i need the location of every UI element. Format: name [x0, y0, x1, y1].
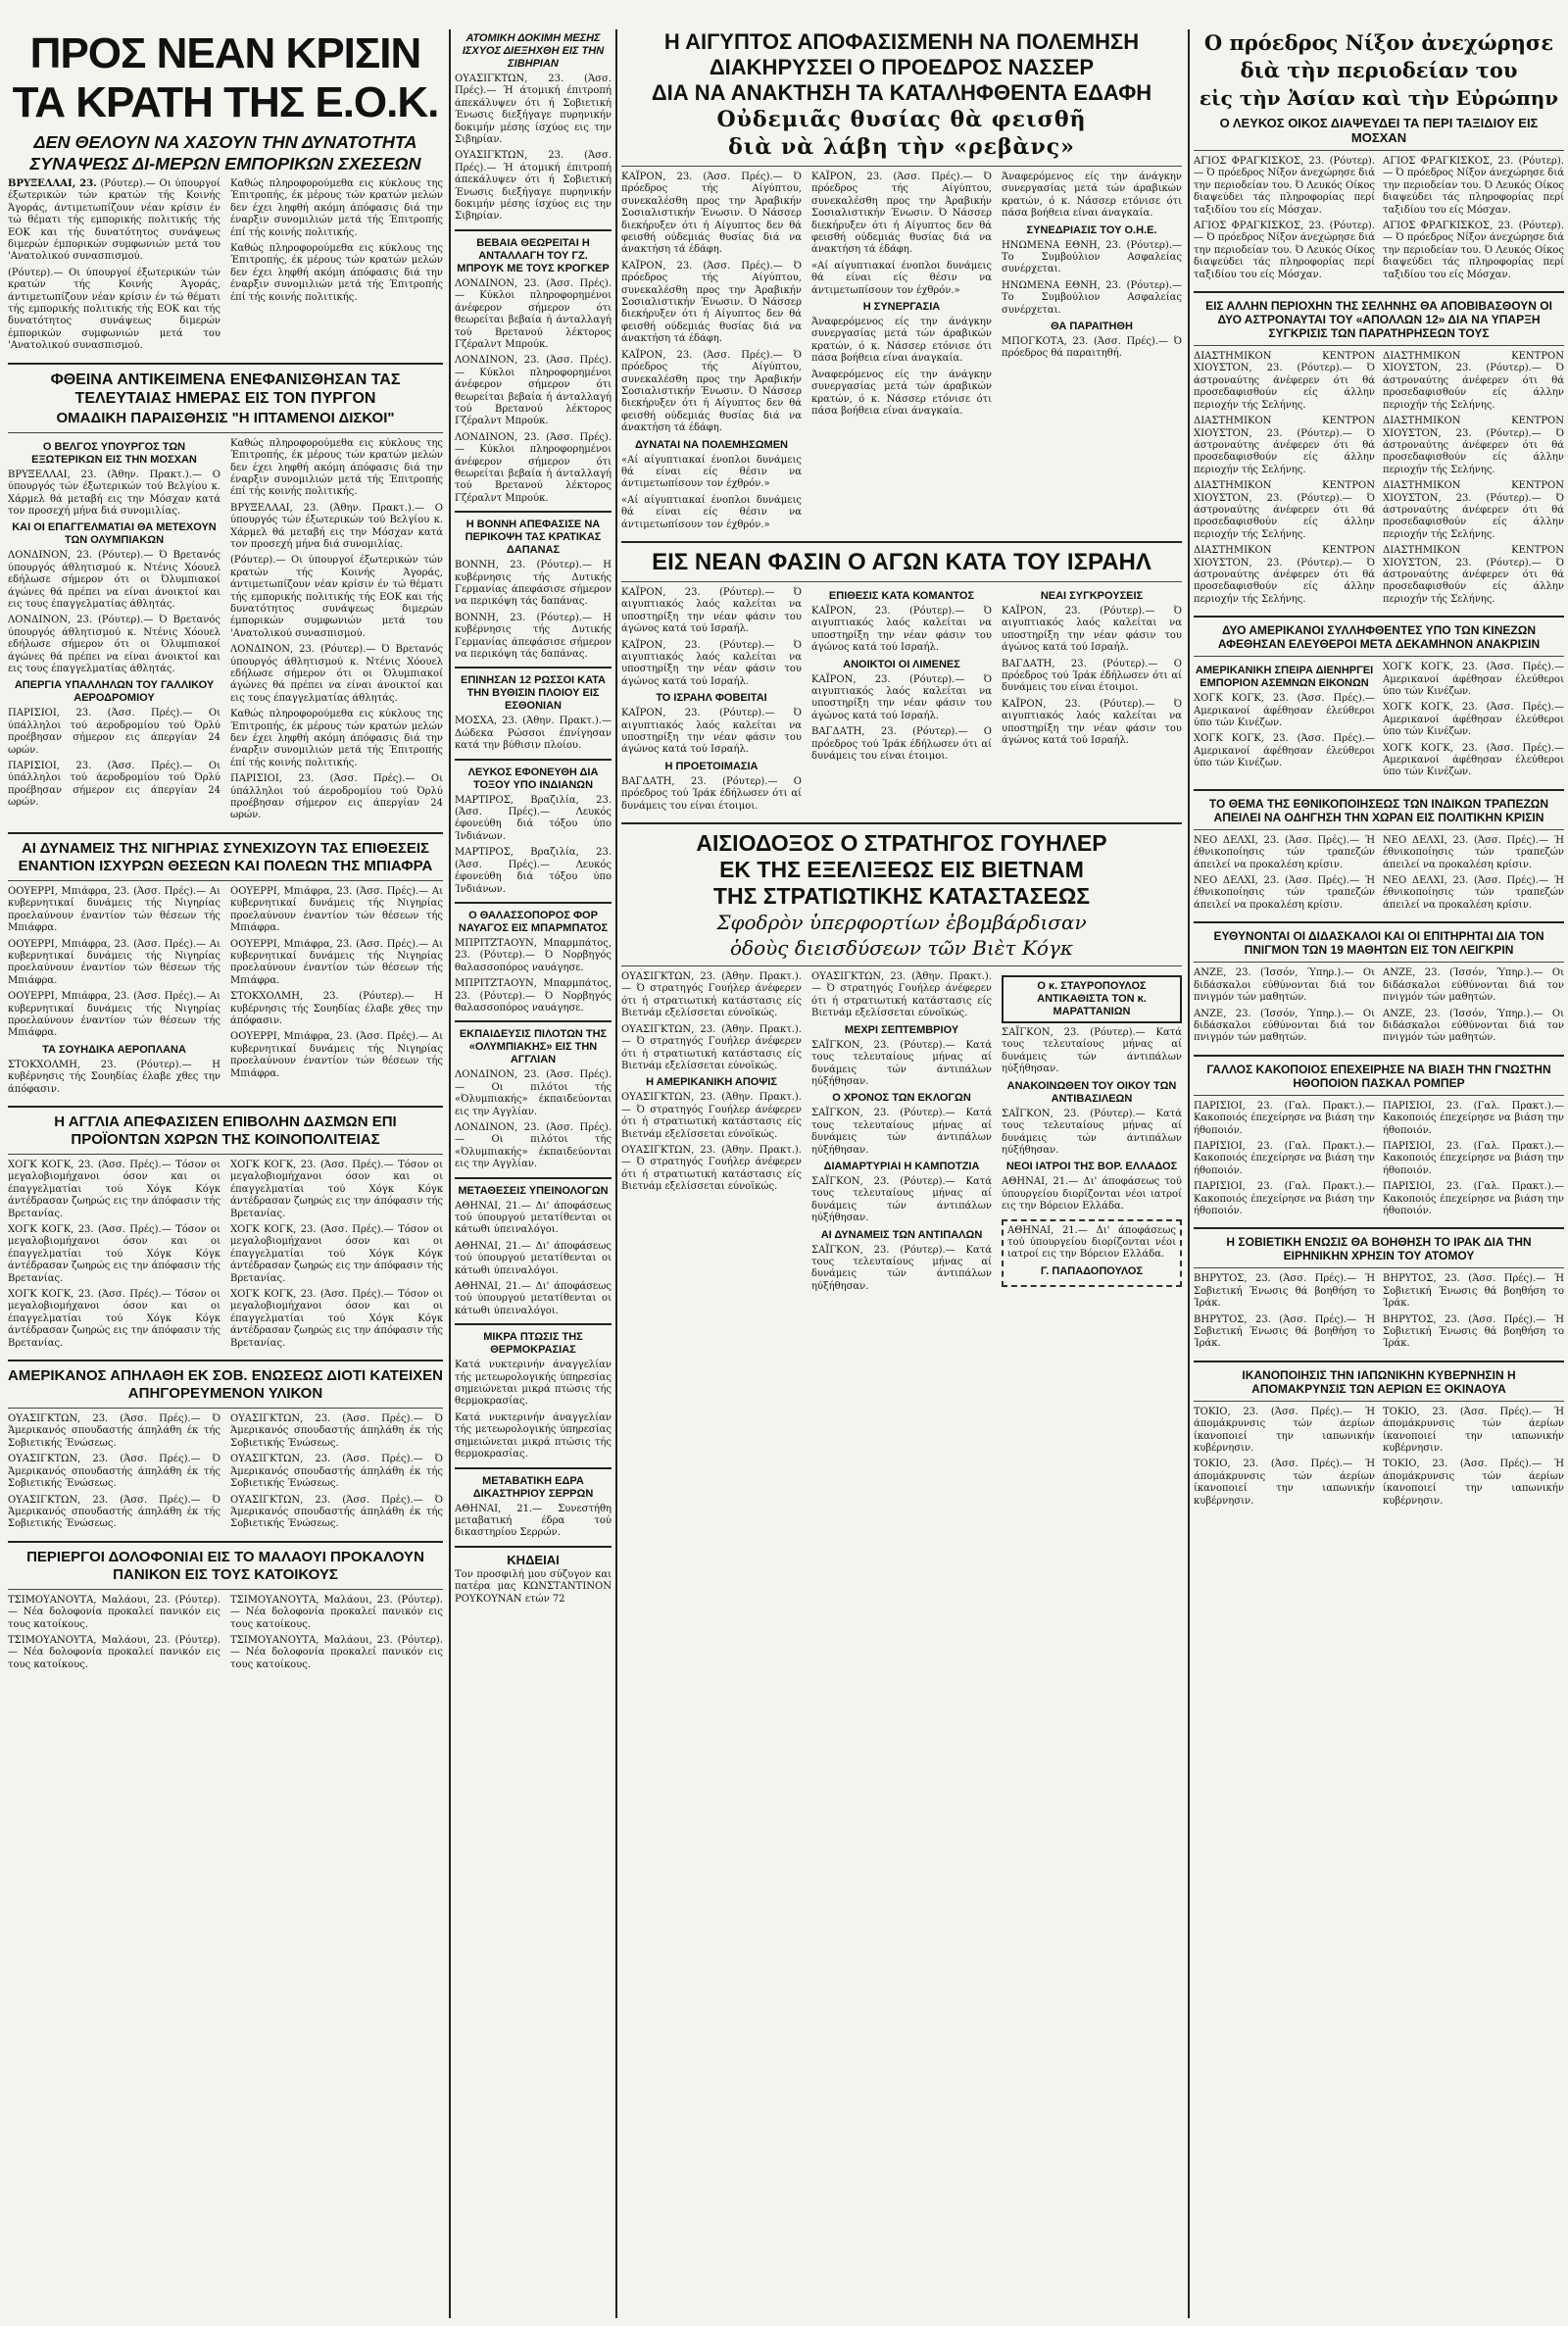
subheadline: ΤΟ ΙΣΡΑΗΛ ΦΟΒΕΙΤΑΙ	[656, 692, 767, 705]
article-body: ΟΟΥΕΡΡΙ, Μπιάφρα, 23. (Άσσ. Πρές).— Αι κυβερνητικαί δυνάμεις τής Νιγηρίας προελαύνουν έναντίον τών θέσεων τής Μπιάφρα.	[230, 1031, 443, 1079]
article-body: ΚΑΪΡΟΝ, 23. (Άσσ. Πρές).— Ό πρόεδρος τής Αίγύπτου, συνεκαλέσθη προς την Άραβικήν Σοσιαλιστικήν Ένωσιν. Ό Νάσσερ διεκήρυξεν ότι ή Αίγυπτος δεν θά φεισθή ούδεμιάς θυσίας διά να άνακτήση τά έδάφη.	[621, 172, 802, 256]
article-body: ΛΟΝΔΙΝΟΝ, 23. (Άσσ. Πρές).— Οι πιλότοι τής «Όλυμπιακής» έκπαιδεύονται εις την Αγγλίαν.	[455, 1121, 612, 1170]
headline: ΙΚΑΝΟΠΟΙΗΣΙΣ ΤΗΝ ΙΑΠΩΝΙΚΗΝ ΚΥΒΕΡΝΗΣΙΝ Η ΑΠΟΜΑΚΡΥΝΣΙΣ ΤΩΝ ΑΕΡΙΩΝ ΕΞ ΟΚΙΝΑΟΥΑ	[1242, 1367, 1516, 1396]
subheadline: ΔΥΝΑΤΑΙ ΝΑ ΠΟΛΕΜΗΣΩΜΕΝ	[635, 438, 788, 451]
article-body: ΤΣΙΜΟΥΑΝΟΥΤΑ, Μαλάουι, 23. (Ρόυτερ).— Νέα δολοφονία προκαλεί πανικόν εις τους κατοίκους.	[230, 1634, 443, 1670]
article-body: ΤΣΙΜΟΥΑΝΟΥΤΑ, Μαλάουι, 23. (Ρόυτερ).— Νέα δολοφονία προκαλεί πανικόν εις τους κατοίκους.	[8, 1634, 220, 1670]
column-rule	[1188, 29, 1190, 2318]
script-deck: ὁδοὺς διεισδύσεων τῶν Βιὲτ Κόγκ	[730, 936, 1073, 961]
subheadline: ΜΕΧΡΙ ΣΕΠΤΕΜΒΡΙΟΥ	[844, 1023, 959, 1036]
subheadline: ΒΕΒΑΙΑ ΘΕΩΡΕΙΤΑΙ Η ΑΝΤΑΛΛΑΓΗ ΤΟΥ ΓΖ. ΜΠΡΟΥΚ ΜΕ ΤΟΥΣ ΚΡΟΓΚΕΡ	[457, 236, 610, 274]
subheadline: Η ΒΟΝΝΗ ΑΠΕΦΑΣΙΣΕ ΝΑ ΠΕΡΙΚΟΨΗ ΤΑΣ ΚΡΑΤΙΚΑΣ ΔΑΠΑΝΑΣ	[465, 519, 602, 557]
article-body: ΧΟΓΚ ΚΟΓΚ, 23. (Άσσ. Πρές).— Τόσον οι μεγαλοβιομήχανοι όσον και οι έπαγγελματίαι τού Χόγκ Κόγκ άντέδρασαν ζωηρώς εις την άπόφασιν τής Βρετανίας.	[230, 1224, 443, 1284]
subheadline: ΑΝΑΚΟΙΝΩΘΕΝ ΤΟΥ ΟΙΚΟΥ ΤΩΝ ΑΝΤΙΒΑΣΙΛΕΩΝ	[1006, 1079, 1177, 1105]
article-body: ΛΟΝΔΙΝΟΝ, 23. (Ρόυτερ).— Ό Βρετανός ύπουργός άθλητισμού κ. Ντένις Χόουελ εδήλωσε σήμερον ότι οι Όλυμπιακοί άγώνες θά πρέπει να είναι άνοικτοί και εις τους έπαγγελματίας άθλητάς.	[230, 644, 443, 704]
article-body: ΛΟΝΔΙΝΟΝ, 23. (Άσσ. Πρές).— Κύκλοι πληροφορημένοι άνέφερον σήμερον ότι θεωρείται βεβαία ή άνταλλαγή τού Βρετανού λέκτορος Γζέραλντ Μπρούκ.	[455, 277, 612, 350]
article-body: Κατά νυκτερινήν άναγγελίαν τής μετεωρολογικής ύπηρεσίας σημειώνεται μικρά πτώσις τής θερμοκρασίας.	[455, 1411, 612, 1460]
article-body: ΔΙΑΣΤΗΜΙΚΟΝ ΚΕΝΤΡΟΝ ΧΙΟΥΣΤΟΝ, 23. (Ρόυτερ).— Ό άστροναύτης άνέφερεν ότι θά προσεδαφισθούν είς άλλην περιοχήν τής Σελήνης.	[1383, 545, 1564, 605]
article-body: ΧΟΓΚ ΚΟΓΚ, 23. (Άσσ. Πρές).— Τόσον οι μεγαλοβιομήχανοι όσον και οι έπαγγελματίαι τού Χόγκ Κόγκ άντέδρασαν ζωηρώς εις την άπόφασιν τής Βρετανίας.	[230, 1289, 443, 1349]
headline: διὰ τὴν περιοδείαν του	[1240, 58, 1518, 82]
article-body: Κατά νυκτερινήν άναγγελίαν τής μετεωρολογικής ύπηρεσίας σημειώνεται μικρά πτώσις τής θερμοκρασίας.	[455, 1360, 612, 1408]
article-body: ΑΝΖΕ, 23. (Ίσσόν, Ύπηρ.).— Οι διδάσκαλοι εύθύνονται διά τον πνιγμόν τών μαθητών.	[1194, 1008, 1375, 1044]
article-body: ΛΟΝΔΙΝΟΝ, 23. (Ρόυτερ).— Ό Βρετανός ύπουργός άθλητισμού κ. Ντένις Χόουελ εδήλωσε σήμερον ότι οι Όλυμπιακοί άγώνες θά πρέπει να είναι άνοικτοί και εις τους έπαγγελματίας άθλητάς.	[8, 615, 220, 674]
headline: ΑΙ ΔΥΝΑΜΕΙΣ ΤΗΣ ΝΙΓΗΡΙΑΣ ΣΥΝΕΧΙΖΟΥΝ ΤΑΣ ΕΠΙΘΕΣΕΙΣ ΕΝΑΝΤΙΟΝ ΙΣΧΥΡΩΝ ΘΕΣΕΩΝ ΚΑΙ ΠΟΛΕΩΝ ΤΗΣ ΜΠΙΑΦΡΑ	[18, 839, 433, 874]
article-body: ΠΑΡΙΣΙΟΙ, 23. (Γαλ. Πρακτ.).— Κακοποιός έπεχείρησε να βιάση την ήθοποιόν.	[1383, 1181, 1564, 1216]
article-body: ΠΑΡΙΣΙΟΙ, 23. (Άσσ. Πρές).— Οι ύπάλληλοι τού άεροδρομίου τού Όρλύ προέβησαν σήμερον εις άπεργίαν 24 ωρών.	[8, 708, 220, 756]
subheadline: ΑΤΟΜΙΚΗ ΔΟΚΙΜΗ ΜΕΣΗΣ ΙΣΧΥΟΣ ΔΙΕΞΗΧΘΗ ΕΙΣ ΤΗΝ ΣΙΒΗΡΙΑΝ	[462, 32, 605, 70]
article-body: ΟΥΑΣΙΓΚΤΩΝ, 23. (Άσσ. Πρές).— Ό Άμερικανός σπουδαστής άπηλάθη έκ τής Σοβιετικής Ένώσεως.	[230, 1494, 443, 1530]
banner-headline: ΕΙΣ ΝΕΑΝ ΦΑΣΙΝ Ο ΑΓΩΝ ΚΑΤΑ ΤΟΥ ΙΣΡΑΗΛ	[652, 548, 1152, 575]
article-body: ΑΘΗΝΑΙ, 21.— Δι' άποφάσεως τού ύπουργείου διορίζονται νέοι ιατροί εις την Βόρειον Ελλάδα.	[1007, 1224, 1176, 1261]
article-body: ΔΙΑΣΤΗΜΙΚΟΝ ΚΕΝΤΡΟΝ ΧΙΟΥΣΤΟΝ, 23. (Ρόυτερ).— Ό άστροναύτης άνέφερεν ότι θά προσεδαφισθούν είς άλλην περιοχήν τής Σελήνης.	[1383, 480, 1564, 540]
article-body: ΑΝΖΕ, 23. (Ίσσόν, Ύπηρ.).— Οι διδάσκαλοι εύθύνονται διά τον πνιγμόν τών μαθητών.	[1194, 967, 1375, 1004]
article-body: ΟΟΥΕΡΡΙ, Μπιάφρα, 23. (Άσσ. Πρές).— Αι κυβερνητικαί δυνάμεις τής Νιγηρίας προελαύνουν έναντίον τών θέσεων τής Μπιάφρα.	[8, 885, 220, 934]
article-body: ΠΑΡΙΣΙΟΙ, 23. (Γαλ. Πρακτ.).— Κακοποιός έπεχείρησε να βιάση την ήθοποιόν.	[1194, 1181, 1375, 1216]
article-body: ΟΥΑΣΙΓΚΤΩΝ, 23. (Άσσ. Πρές).— Ό Άμερικανός σπουδαστής άπηλάθη έκ τής Σοβιετικής Ένώσεως.	[8, 1454, 220, 1490]
notice-box	[1002, 1219, 1182, 1287]
subheadline: Η ΠΡΟΕΤΟΙΜΑΣΙΑ	[664, 760, 759, 772]
article-body: ΚΑΪΡΟΝ, 23. (Άσσ. Πρές).— Ό πρόεδρος τής Αίγύπτου, συνεκαλέσθη προς την Άραβικήν Σοσιαλιστικήν Ένωσιν. Ό Νάσσερ διεκήρυξεν ότι ή Αίγυπτος δεν θά φεισθή ούδεμιάς θυσίας διά να άνακτήση τά έδάφη.	[621, 349, 802, 434]
article-body: ΤΟΚΙΟ, 23. (Άσσ. Πρές).— Ή άπομάκρυνσις τών άερίων ίκανοποιεί την ιαπωνικήν κυβέρνησιν.	[1194, 1406, 1375, 1455]
article-body: ΒΗΡΥΤΟΣ, 23. (Άσσ. Πρές).— Ή Σοβιετική Ένωσις θά βοηθήση το Ίράκ.	[1383, 1273, 1564, 1310]
article-body: ΒΡΥΞΕΛΛΑΙ, 23. (Άθην. Πρακτ.).— Ο ύπουργός τών έξωτερικών τού Βελγίου κ. Χάρμελ θά μεταβή εις την Μόσχαν κατά τον προσεχή μήνα διά συνομιλίας.	[8, 469, 220, 517]
column-4	[1194, 29, 1564, 2318]
article-body: ΟΥΑΣΙΓΚΤΩΝ, 23. (Άσσ. Πρές).— Ή άτομική έπιτροπή άπεκάλυψεν ότι ή Σοβιετική Ένωσις διεξήγαγε πυρηνικήν δοκιμήν μέσης ίσχύος εις την Σιβηρίαν.	[455, 74, 612, 146]
article-body: ΔΙΑΣΤΗΜΙΚΟΝ ΚΕΝΤΡΟΝ ΧΙΟΥΣΤΟΝ, 23. (Ρόυτερ).— Ό άστροναύτης άνέφερεν ότι θά προσεδαφισθούν είς άλλην περιοχήν τής Σελήνης.	[1194, 416, 1375, 475]
article-body: ΚΑΪΡΟΝ, 23. (Άσσ. Πρές).— Ό πρόεδρος τής Αίγύπτου, συνεκαλέσθη προς την Άραβικήν Σοσιαλιστικήν Ένωσιν. Ό Νάσσερ διεκήρυξεν ότι ή Αίγυπτος δεν θά φεισθή ούδεμιάς θυσίας διά να άνακτήση τά έδάφη.	[621, 260, 802, 345]
article-body: ΧΟΓΚ ΚΟΓΚ, 23. (Άσσ. Πρές).— Αμερικανοί άφέθησαν έλεύθεροι ύπο τών Κινέζων.	[1383, 702, 1564, 738]
article-body: ΒΡΥΞΕΛΛΑΙ, 23. (Ρόυτερ).— Οι ύπουργοί έξωτερικών τών κρατών τής Κοινής Άγοράς, άντιμετωπίζουν νέαν κρίσιν έν τώ θέματι τής εμπορικής πολιτικής τής ΕΟΚ και τής δυνατότητος συνάψεως διμερών έμπορικών συμφωνιών μετά του 'Ανατολικού συνασπισμού.	[8, 178, 220, 263]
article-body: ΒΟΝΝΗ, 23. (Ρόυτερ).— Η κυβέρνησις τής Δυτικής Γερμανίας άπεφάσισε σήμερον να περικόψη τάς δαπάνας.	[455, 612, 612, 661]
article-body: ΜΠΡΙΤΖΤΑΟΥΝ, Μπαρμπάτος, 23. (Ρόυτερ).— Ό Νορβηγός θαλασσοπόρος ναυάγησε.	[455, 978, 612, 1014]
article-body: Καθώς πληροφορούμεθα εις κύκλους της Έπιτροπής, έκ μέρους τών κρατών μελών δεν έχει ληφθή ακόμη άπόφασις διά την έναρξιν συνομιλιών μετά τής Έπιτροπής έπί τής κοινής πολιτικής.	[230, 437, 443, 498]
article-body: (Ρόυτερ).— Οι ύπουργοί έξωτερικών τών κρατών τής Κοινής Άγοράς, άντιμετωπίζουν νέαν κρίσιν έν τώ θέματι τής εμπορικής πολιτικής τής ΕΟΚ και τής δυνατότητος συνάψεως διμερών έμπορικών συμφωνιών μετά του 'Ανατολικού συνασπισμού.	[230, 555, 443, 639]
article-body: ΛΟΝΔΙΝΟΝ, 23. (Άσσ. Πρές).— Οι πιλότοι τής «Όλυμπιακής» έκπαιδεύονται εις την Αγγλίαν.	[455, 1069, 612, 1117]
article-body: ΠΑΡΙΣΙΟΙ, 23. (Γαλ. Πρακτ.).— Κακοποιός έπεχείρησε να βιάση την ήθοποιόν.	[1383, 1100, 1564, 1136]
article-body: ΠΑΡΙΣΙΟΙ, 23. (Γαλ. Πρακτ.).— Κακοποιός έπεχείρησε να βιάση την ήθοποιόν.	[1194, 1100, 1375, 1136]
article-body: ΟΥΑΣΙΓΚΤΩΝ, 23. (Άθην. Πρακτ.).— Ό στρατηγός Γουήλερ άνέφερεν ότι ή στρατιωτική κατάστασις είς Βιετνάμ εξελίσσεται εύνοϊκώς.	[811, 971, 992, 1019]
article-body: ΟΥΑΣΙΓΚΤΩΝ, 23. (Άσσ. Πρές).— Ό Άμερικανός σπουδαστής άπηλάθη έκ τής Σοβιετικής Ένώσεως.	[8, 1413, 220, 1449]
script-deck: Οὐδεμιᾶς θυσίας θὰ φεισθῆ	[716, 107, 1087, 132]
article-body: Καθώς πληροφορούμεθα εις κύκλους της Έπιτροπής, έκ μέρους τών κρατών μελών δεν έχει ληφθή ακόμη άπόφασις διά την έναρξιν συνομιλιών μετά τής Έπιτροπής έπί τής κοινής πολιτικής.	[230, 709, 443, 768]
article-body: ΑΝΖΕ, 23. (Ίσσόν, Ύπηρ.).— Οι διδάσκαλοι εύθύνονται διά τον πνιγμόν τών μαθητών.	[1383, 1008, 1564, 1044]
article-body: ΧΟΓΚ ΚΟΓΚ, 23. (Άσσ. Πρές).— Αμερικανοί άφέθησαν έλεύθεροι ύπο τών Κινέζων.	[1383, 662, 1564, 697]
article-body: ΧΟΓΚ ΚΟΓΚ, 23. (Άσσ. Πρές).— Τόσον οι μεγαλοβιομήχανοι όσον και οι έπαγγελματίαι τού Χόγκ Κόγκ άντέδρασαν ζωηρώς εις την άπόφασιν τής Βρετανίας.	[230, 1159, 443, 1219]
subheadline: Ο κ. ΣΤΑΥΡΟΠΟΥΛΟΣ ΑΝΤΙΚΑΘΙΣΤΑ ΤΟΝ κ. ΜΑΡΑΤΤΑΝΙΩΝ	[1002, 975, 1182, 1023]
article-body: ΟΟΥΕΡΡΙ, Μπιάφρα, 23. (Άσσ. Πρές).— Αι κυβερνητικαί δυνάμεις τής Νιγηρίας προελαύνουν έναντίον τών θέσεων τής Μπιάφρα.	[8, 991, 220, 1039]
article-body: ΜΠΡΙΤΖΤΑΟΥΝ, Μπαρμπάτος, 23. (Ρόυτερ).— Ό Νορβηγός θαλασσοπόρος ναυάγησε.	[455, 937, 612, 973]
article-body: ΚΑΪΡΟΝ, 23. (Ρόυτερ).— Ό αιγυπτιακός λαός καλείται να υποστηρίξη την νέαν φάσιν του άγώνος κατά τού Ισραήλ.	[811, 605, 992, 654]
article-body: ΒΗΡΥΤΟΣ, 23. (Άσσ. Πρές).— Ή Σοβιετική Ένωσις θά βοηθήση το Ίράκ.	[1383, 1313, 1564, 1350]
subheadline: ΜΕΤΑΒΑΤΙΚΗ ΕΔΡΑ ΔΙΚΑΣΤΗΡΙΟΥ ΣΕΡΡΩΝ	[472, 1474, 594, 1500]
article-body: ΟΥΑΣΙΓΚΤΩΝ, 23. (Άθην. Πρακτ.).— Ό στρατηγός Γουήλερ άνέφερεν ότι ή στρατιωτική κατάστασις είς Βιετνάμ εξελίσσεται εύνοϊκώς.	[621, 1023, 802, 1071]
banner-headline: ΕΚ ΤΗΣ ΕΞΕΛΙΞΕΩΣ ΕΙΣ ΒΙΕΤΝΑΜ	[719, 857, 1084, 883]
article-body: ΤΟΚΙΟ, 23. (Άσσ. Πρές).— Ή άπομάκρυνσις τών άερίων ίκανοποιεί την ιαπωνικήν κυβέρνησιν.	[1383, 1459, 1564, 1507]
subheadline: Ο ΧΡΟΝΟΣ ΤΩΝ ΕΚΛΟΓΩΝ	[832, 1092, 971, 1105]
article-body: ΚΑΪΡΟΝ, 23. (Ρόυτερ).— Ό αιγυπτιακός λαός καλείται να υποστηρίξη την νέαν φάσιν του άγώνος κατά τού Ισραήλ.	[811, 673, 992, 721]
headline: ΕΥΘΥΝΟΝΤΑΙ ΟΙ ΔΙΔΑΣΚΑΛΟΙ ΚΑΙ ΟΙ ΕΠΙΤΗΡΗΤΑΙ ΔΙΑ ΤΟΝ ΠΝΙΓΜΟΝ ΤΩΝ 19 ΜΑΘΗΤΩΝ ΕΙΣ ΤΟΝ ΛΕΙΓΚΡΙΝ	[1213, 929, 1544, 958]
subheadline: Ο ΒΕΛΓΟΣ ΥΠΟΥΡΓΟΣ ΤΩΝ ΕΞΩΤΕΡΙΚΩΝ ΕΙΣ ΤΗΝ ΜΟΣΧΑΝ	[31, 440, 197, 466]
article-body: ΔΙΑΣΤΗΜΙΚΟΝ ΚΕΝΤΡΟΝ ΧΙΟΥΣΤΟΝ, 23. (Ρόυτερ).— Ό άστροναύτης άνέφερεν ότι θά προσεδαφισθούν είς άλλην περιοχήν τής Σελήνης.	[1383, 351, 1564, 411]
article-body: ΣΑΪΓΚΟΝ, 23. (Ρόυτερ).— Κατά τους τελευταίους μήνας αί δυνάμεις τών άντιπάλων ηύξήθησαν.	[811, 1175, 992, 1224]
headline: ΤΟ ΘΕΜΑ ΤΗΣ ΕΘΝΙΚΟΠΟΙΗΣΕΩΣ ΤΩΝ ΙΝΔΙΚΩΝ ΤΡΑΠΕΖΩΝ ΑΠΕΙΛΕΙ ΝΑ ΟΔΗΓΗΣΗ ΤΗΝ ΧΩΡΑΝ ΕΙΣ ΠΟΛΙΤΙΚΗΝ ΚΡΙΣΙΝ	[1208, 796, 1549, 824]
article-body: Άναφερόμενος είς την άνάγκην συνεργασίας μετά τών άραβικών κρατών, ό κ. Νάσσερ ετόνισε ότι πάσα βοήθεια είναι άναγκαία.	[811, 317, 992, 365]
headline: εἰς τὴν Ἀσίαν καὶ τὴν Εὐρώπην	[1199, 86, 1559, 110]
article-body: ΧΟΓΚ ΚΟΓΚ, 23. (Άσσ. Πρές).— Αμερικανοί άφέθησαν έλεύθεροι ύπο τών Κινέζων.	[1383, 742, 1564, 778]
article-body: ΠΑΡΙΣΙΟΙ, 23. (Γαλ. Πρακτ.).— Κακοποιός έπεχείρησε να βιάση την ήθοποιόν.	[1194, 1140, 1375, 1176]
article-body: ΠΑΡΙΣΙΟΙ, 23. (Άσσ. Πρές).— Οι ύπάλληλοι τού άεροδρομίου τού Όρλύ προέβησαν σήμερον εις άπεργίαν 24 ωρών.	[230, 773, 443, 821]
headline: ΕΙΣ ΑΛΛΗΝ ΠΕΡΙΟΧΗΝ ΤΗΣ ΣΕΛΗΝΗΣ ΘΑ ΑΠΟΒΙΒΑΣΘΟΥΝ ΟΙ ΔΥΟ ΑΣΤΡΟΝΑΥΤΑΙ ΤΟΥ «ΑΠΟΛΛΩΝ 12» ΔΙΑ ΝΑ ΥΠΑΡΞΗ ΣΥΓΚΡΙΣΙΣ ΤΩΝ ΠΑΡΑΤΗΡΗΣΕΩΝ ΤΟΥΣ	[1205, 299, 1552, 341]
article-body: (Ρόυτερ).— Οι ύπουργοί έξωτερικών τών κρατών τής Κοινής Άγοράς, άντιμετωπίζουν νέαν κρίσιν έν τώ θέματι τής εμπορικής πολιτικής τής ΕΟΚ και τής δυνατότητος συνάψεως διμερών έμπορικών συμφωνιών μετά του 'Ανατολικού συνασπισμού.	[8, 267, 220, 352]
article-body: ΟΥΑΣΙΓΚΤΩΝ, 23. (Άσσ. Πρές).— Ό Άμερικανός σπουδαστής άπηλάθη έκ τής Σοβιετικής Ένώσεως.	[230, 1454, 443, 1490]
headline: ΓΑΛΛΟΣ ΚΑΚΟΠΟΙΟΣ ΕΠΕΧΕΙΡΗΣΕ ΝΑ ΒΙΑΣΗ ΤΗΝ ΓΝΩΣΤΗΝ ΗΘΟΠΟΙΟΝ ΠΑΣΚΑΛ ΡΟΜΠΕΡ	[1206, 1062, 1551, 1090]
subheadline: ΚΗΔΕΙΑΙ	[507, 1552, 560, 1567]
banner-headline: ΤΗΣ ΣΤΡΑΤΙΩΤΙΚΗΣ ΚΑΤΑΣΤΑΣΕΩΣ	[712, 883, 1091, 910]
headline: ΟΜΑΔΙΚΗ ΠΑΡΑΙΣΘΗΣΙΣ "Η ΙΠΤΑΜΕΝΟΙ ΔΙΣΚΟΙ"	[56, 409, 395, 426]
subheadline: ΑΠΕΡΓΙΑ ΥΠΑΛΛΗΛΩΝ ΤΟΥ ΓΑΛΛΙΚΟΥ ΑΕΡΟΔΡΟΜΙΟΥ	[14, 679, 215, 705]
notice-signature: Γ. ΠΑΠΑΔΟΠΟΥΛΟΣ	[1040, 1264, 1144, 1277]
article-body: ΝΕΟ ΔΕΛΧΙ, 23. (Άσσ. Πρές).— Ή έθνικοποίησις τών τραπεζών άπειλεί να προκαλέση κρίσιν.	[1194, 834, 1375, 870]
article-body: ΤΣΙΜΟΥΑΝΟΥΤΑ, Μαλάουι, 23. (Ρόυτερ).— Νέα δολοφονία προκαλεί πανικόν εις τους κατοίκους.	[8, 1594, 220, 1630]
article-body: ΒΡΥΞΕΛΛΑΙ, 23. (Άθην. Πρακτ.).— Ο ύπουργός τών έξωτερικών τού Βελγίου κ. Χάρμελ θά μεταβή εις την Μόσχαν κατά τον προσεχή μήνα διά συνομιλίας.	[230, 502, 443, 550]
headline: Η ΑΓΓΛΙΑ ΑΠΕΦΑΣΙΣΕΝ ΕΠΙΒΟΛΗΝ ΔΑΣΜΩΝ ΕΠΙ ΠΡΟΪΟΝΤΩΝ ΧΩΡΩΝ ΤΗΣ ΚΟΙΝΟΠΟΛΙΤΕΙΑΣ	[54, 1113, 397, 1148]
article-body: ΒΟΝΝΗ, 23. (Ρόυτερ).— Η κυβέρνησις τής Δυτικής Γερμανίας άπεφάσισε σήμερον να περικόψη τάς δαπάνας.	[455, 560, 612, 608]
article-body: ΒΑΓΔΑΤΗ, 23. (Ρόυτερ).— Ο πρόεδρος τού Ίράκ έδήλωσεν ότι αί δυνάμεις του είναι έτοιμοι.	[621, 775, 802, 812]
subheadline: ΣΥΝΕΔΡΙΑΣΙΣ ΤΟΥ Ο.Η.Ε.	[1026, 223, 1157, 236]
article-body: ΟΟΥΕΡΡΙ, Μπιάφρα, 23. (Άσσ. Πρές).— Αι κυβερνητικαί δυνάμεις τής Νιγηρίας προελαύνουν έναντίον τών θέσεων τής Μπιάφρα.	[230, 885, 443, 934]
article-body: ΧΟΓΚ ΚΟΓΚ, 23. (Άσσ. Πρές).— Αμερικανοί άφέθησαν έλεύθεροι ύπο τών Κινέζων.	[1194, 733, 1375, 769]
main-headline-line1: ΠΡΟΣ ΝΕΑΝ ΚΡΙΣΙΝ	[29, 29, 421, 77]
banner-headline: ΑΙΣΙΟΔΟΞΟΣ Ο ΣΤΡΑΤΗΓΟΣ ΓΟΥΗΛΕΡ	[696, 830, 1107, 857]
funeral-notice: Τον προσφιλή μου σύζυγον και πατέρα μας ΚΩΝΣΤΑΝΤΙΝΟΝ ΡΟΥΚΟΥΝΑΝ ετών 72	[455, 1568, 612, 1605]
article-body: «Αί αίγυπτιακαί ένοπλοι δυνάμεις θά είναι είς θέσιν να άντιμετωπίσουν τον έχθρόν.»	[621, 494, 802, 530]
subheadline: Ο ΘΑΛΑΣΣΟΠΟΡΟΣ ΦΟΡ ΝΑΥΑΓΟΣ ΕΙΣ ΜΠΑΡΜΠΑΤΟΣ	[458, 909, 609, 934]
headline: ΦΘΕΙΝΑ ΑΝΤΙΚΕΙΜΕΝΑ ΕΝΕΦΑΝΙΣΘΗΣΑΝ ΤΑΣ ΤΕΛΕΥΤΑΙΑΣ ΗΜΕΡΑΣ ΕΙΣ ΤΟΝ ΠΥΡΓΟΝ	[50, 371, 401, 407]
article-body: ΛΟΝΔΙΝΟΝ, 23. (Άσσ. Πρές).— Κύκλοι πληροφορημένοι άνέφερον σήμερον ότι θεωρείται βεβαία ή άνταλλαγή τού Βρετανού λέκτορος Γζέραλντ Μπρούκ.	[455, 355, 612, 427]
article-body: ΒΑΓΔΑΤΗ, 23. (Ρόυτερ).— Ο πρόεδρος τού Ίράκ έδήλωσεν ότι αί δυνάμεις του είναι έτοιμοι.	[811, 726, 992, 763]
subheadline: ΑΝΟΙΚΤΟΙ ΟΙ ΛΙΜΕΝΕΣ	[843, 658, 960, 670]
article-body: «Αί αίγυπτιακαί ένοπλοι δυνάμεις θά είναι είς θέσιν να άντιμετωπίσουν τον έχθρόν.»	[811, 260, 992, 296]
headline: ΠΕΡΙΕΡΓΟΙ ΔΟΛΟΦΟΝΙΑΙ ΕΙΣ ΤΟ ΜΑΛΑΟΥΙ ΠΡΟΚΑΛΟΥΝ ΠΑΝΙΚΟΝ ΕΙΣ ΤΟΥΣ ΚΑΤΟΙΚΟΥΣ	[26, 1548, 424, 1583]
article-body: ΜΟΣΧΑ, 23. (Άθην. Πρακτ.).— Δώδεκα Ρώσσοι έπνίγησαν κατά την βύθισιν πλοίου.	[455, 716, 612, 752]
article-body: ΣΤΟΚΧΟΛΜΗ, 23. (Ρόυτερ).— Η κυβέρνησις τής Σουηδίας έλαβε χθες την άπόφασιν.	[8, 1059, 220, 1095]
column-3	[621, 29, 1182, 2318]
article-body: ΟΟΥΕΡΡΙ, Μπιάφρα, 23. (Άσσ. Πρές).— Αι κυβερνητικαί δυνάμεις τής Νιγηρίας προελαύνουν έναντίον τών θέσεων τής Μπιάφρα.	[8, 938, 220, 986]
subheadline: ΚΑΙ ΟΙ ΕΠΑΓΓΕΛΜΑΤΙΑΙ ΘΑ ΜΕΤΕΧΟΥΝ ΤΩΝ ΟΛΥΜΠΙΑΚΩΝ	[12, 521, 217, 547]
article-body: ΑΝΖΕ, 23. (Ίσσόν, Ύπηρ.).— Οι διδάσκαλοι εύθύνονται διά τον πνιγμόν τών μαθητών.	[1383, 967, 1564, 1004]
banner-headline: Η ΑΙΓΥΠΤΟΣ ΑΠΟΦΑΣΙΣΜΕΝΗ ΝΑ ΠΟΛΕΜΗΣΗ	[663, 29, 1140, 54]
article-body: ΟΟΥΕΡΡΙ, Μπιάφρα, 23. (Άσσ. Πρές).— Αι κυβερνητικαί δυνάμεις τής Νιγηρίας προελαύνουν έναντίον τών θέσεων τής Μπιάφρα.	[230, 938, 443, 986]
article-body: ΧΟΓΚ ΚΟΓΚ, 23. (Άσσ. Πρές).— Τόσον οι μεγαλοβιομήχανοι όσον και οι έπαγγελματίαι τού Χόγκ Κόγκ άντέδρασαν ζωηρώς εις την άπόφασιν τής Βρετανίας.	[8, 1224, 220, 1284]
subheadline: ΤΑ ΣΟΥΗΔΙΚΑ ΑΕΡΟΠΛΑΝΑ	[42, 1043, 186, 1056]
article-body: ΚΑΪΡΟΝ, 23. (Ρόυτερ).— Ό αιγυπτιακός λαός καλείται να υποστηρίξη την νέαν φάσιν του άγώνος κατά τού Ισραήλ.	[621, 639, 802, 687]
article-body: ΟΥΑΣΙΓΚΤΩΝ, 23. (Άθην. Πρακτ.).— Ό στρατηγός Γουήλερ άνέφερεν ότι ή στρατιωτική κατάστασις είς Βιετνάμ εξελίσσεται εύνοϊκώς.	[621, 1144, 802, 1193]
article-body: ΤΟΚΙΟ, 23. (Άσσ. Πρές).— Ή άπομάκρυνσις τών άερίων ίκανοποιεί την ιαπωνικήν κυβέρνησιν.	[1194, 1459, 1375, 1507]
article-body: ΣΑΪΓΚΟΝ, 23. (Ρόυτερ).— Κατά τους τελευταίους μήνας αί δυνάμεις τών άντιπάλων ηύξήθησαν.	[1002, 1108, 1182, 1156]
headline: ΑΜΕΡΙΚΑΝΟΣ ΑΠΗΛΑΘΗ ΕΚ ΣΟΒ. ΕΝΩΣΕΩΣ ΔΙΟΤΙ ΚΑΤΕΙΧΕΝ ΑΠΗΓΟΡΕΥΜΕΝΟΝ ΥΛΙΚΟΝ	[8, 1367, 443, 1403]
subheadline: ΕΠΙΝΗΣΑΝ 12 ΡΩΣΣΟΙ ΚΑΤΑ ΤΗΝ ΒΥΘΙΣΙΝ ΠΛΟΙΟΥ ΕΙΣ ΕΣΘΟΝΙΑΝ	[461, 674, 606, 713]
article-body: ΑΘΗΝΑΙ, 21.— Δι' άποφάσεως τού ύπουργού μετατίθενται οι κάτωθι ύπειναλόγοι.	[455, 1200, 612, 1236]
article-body: ΛΟΝΔΙΝΟΝ, 23. (Άσσ. Πρές).— Κύκλοι πληροφορημένοι άνέφερον σήμερον ότι θεωρείται βεβαία ή άνταλλαγή τού Βρετανού λέκτορος Γζέραλντ Μπρούκ.	[455, 431, 612, 504]
column-1	[8, 29, 443, 2318]
column-rule	[449, 29, 451, 2318]
article-body: ΚΑΪΡΟΝ, 23. (Ρόυτερ).— Ό αιγυπτιακός λαός καλείται να υποστηρίξη την νέαν φάσιν του άγώνος κατά τού Ισραήλ.	[621, 586, 802, 635]
article-body: ΜΠΟΓΚΟΤΑ, 23. (Άσσ. Πρές).— Ό πρόεδρος θά παραιτηθή.	[1002, 336, 1182, 360]
article-body: ΧΟΓΚ ΚΟΓΚ, 23. (Άσσ. Πρές).— Αμερικανοί άφέθησαν έλεύθεροι ύπο τών Κινέζων.	[1194, 693, 1375, 728]
article-body: ΝΕΟ ΔΕΛΧΙ, 23. (Άσσ. Πρές).— Ή έθνικοποίησις τών τραπεζών άπειλεί να προκαλέση κρίσιν.	[1194, 875, 1375, 911]
subheadline: ΘΑ ΠΑΡΑΙΤΗΘΗ	[1051, 321, 1133, 333]
article-body: ΣΑΪΓΚΟΝ, 23. (Ρόυτερ).— Κατά τους τελευταίους μήνας αί δυνάμεις τών άντιπάλων ηύξήθησαν.	[811, 1039, 992, 1087]
article-body: ΒΗΡΥΤΟΣ, 23. (Άσσ. Πρές).— Ή Σοβιετική Ένωσις θά βοηθήση το Ίράκ.	[1194, 1313, 1375, 1350]
subheadline: ΜΕΤΑΘΕΣΕΙΣ ΥΠΕΙΝΟΛΟΓΩΝ	[458, 1184, 609, 1197]
article-body: ΟΥΑΣΙΓΚΤΩΝ, 23. (Άσσ. Πρές).— Ή άτομική έπιτροπή άπεκάλυψεν ότι ή Σοβιετική Ένωσις διεξήγαγε πυρηνικήν δοκιμήν μέσης ίσχύος εις την Σιβηρίαν.	[455, 150, 612, 223]
article-body: ΛΟΝΔΙΝΟΝ, 23. (Ρόυτερ).— Ό Βρετανός ύπουργός άθλητισμού κ. Ντένις Χόουελ εδήλωσε σήμερον ότι οι Όλυμπιακοί άγώνες θά πρέπει να είναι άνοικτοί και εις τους έπαγγελματίας άθλητάς.	[8, 550, 220, 610]
column-rule	[615, 29, 617, 2318]
article-body: Άναφερόμενος είς την άνάγκην συνεργασίας μετά τών άραβικών κρατών, ό κ. Νάσσερ ετόνισε ότι πάσα βοήθεια είναι άναγκαία.	[1002, 172, 1182, 220]
article-body: ΠΑΡΙΣΙΟΙ, 23. (Γαλ. Πρακτ.).— Κακοποιός έπεχείρησε να βιάση την ήθοποιόν.	[1383, 1140, 1564, 1176]
article-body: ΝΕΟ ΔΕΛΧΙ, 23. (Άσσ. Πρές).— Ή έθνικοποίησις τών τραπεζών άπειλεί να προκαλέση κρίσιν.	[1383, 875, 1564, 911]
subheadline: ΝΕΑΙ ΣΥΓΚΡΟΥΣΕΙΣ	[1040, 589, 1144, 602]
article-body: ΔΙΑΣΤΗΜΙΚΟΝ ΚΕΝΤΡΟΝ ΧΙΟΥΣΤΟΝ, 23. (Ρόυτερ).— Ό άστροναύτης άνέφερεν ότι θά προσεδαφισθούν είς άλλην περιοχήν τής Σελήνης.	[1194, 351, 1375, 411]
subheadline: ΔΙΑΜΑΡΤΥΡΙΑΙ Η ΚΑΜΠΟΤΖΙΑ	[823, 1160, 980, 1172]
subheadline: ΛΕΥΚΟΣ ΕΦΟΝΕΥΘΗ ΔΙΑ ΤΟΞΟΥ ΥΠΟ ΙΝΔΙΑΝΩΝ	[467, 766, 599, 791]
article-body: ΟΥΑΣΙΓΚΤΩΝ, 23. (Άσσ. Πρές).— Ό Άμερικανός σπουδαστής άπηλάθη έκ τής Σοβιετικής Ένώσεως.	[8, 1494, 220, 1530]
article-body: ΑΓΙΟΣ ΦΡΑΓΚΙΣΚΟΣ, 23. (Ρόυτερ).— Ό πρόεδρος Νίξον άνεχώρησε διά την περιοδείαν του. Ό Λευκός Οίκος διαψεύδει τάς πληροφορίας περί ταξιδίου του είς Μόσχαν.	[1383, 156, 1564, 216]
banner-headline: ΔΙΑΚΗΡΥΣΣΕΙ Ο ΠΡΟΕΔΡΟΣ ΝΑΣΣΕΡ	[709, 55, 1095, 79]
article-body: ΟΥΑΣΙΓΚΤΩΝ, 23. (Άθην. Πρακτ.).— Ό στρατηγός Γουήλερ άνέφερεν ότι ή στρατιωτική κατάστασις είς Βιετνάμ εξελίσσεται εύνοϊκώς.	[621, 1092, 802, 1140]
article-body: ΜΑΡΤΙΡΟΣ, Βραζιλία, 23. (Άσσ. Πρές).— Λευκός έφονεύθη διά τόξου ύπο Ίνδιάνων.	[455, 847, 612, 895]
article-body: ΔΙΑΣΤΗΜΙΚΟΝ ΚΕΝΤΡΟΝ ΧΙΟΥΣΤΟΝ, 23. (Ρόυτερ).— Ό άστροναύτης άνέφερεν ότι θά προσεδαφισθούν είς άλλην περιοχήν τής Σελήνης.	[1194, 545, 1375, 605]
subheadline: ΑΜΕΡΙΚΑΝΙΚΗ ΣΠΕΙΡΑ ΔΙΕΝΗΡΓΕΙ ΕΜΠΟΡΙΟΝ ΑΣΕΜΝΩΝ ΕΙΚΟΝΩΝ	[1195, 665, 1374, 690]
article-body: ΑΓΙΟΣ ΦΡΑΓΚΙΣΚΟΣ, 23. (Ρόυτερ).— Ό πρόεδρος Νίξον άνεχώρησε διά την περιοδείαν του. Ό Λευκός Οίκος διαψεύδει τάς πληροφορίας περί ταξιδίου του είς Μόσχαν.	[1194, 156, 1375, 216]
article-body: ΚΑΪΡΟΝ, 23. (Ρόυτερ).— Ό αιγυπτιακός λαός καλείται να υποστηρίξη την νέαν φάσιν του άγώνος κατά τού Ισραήλ.	[1002, 698, 1182, 747]
article-body: Καθώς πληροφορούμεθα εις κύκλους της Έπιτροπής, έκ μέρους τών κρατών μελών δεν έχει ληφθή ακόμη άπόφασις διά την έναρξιν συνομιλιών μετά τής Έπιτροπής έπί τής κοινής πολιτικής.	[230, 243, 443, 303]
article-body: ΑΘΗΝΑΙ, 21.— Δι' άποφάσεως τού ύπουργείου διορίζονται νέοι ιατροί εις την Βόρειον Ελλάδα.	[1002, 1176, 1182, 1212]
article-body: ΑΘΗΝΑΙ, 21.— Συνεστήθη μεταβατική έδρα τού δικαστηρίου Σερρών.	[455, 1503, 612, 1539]
subheadline: Ο ΛΕΥΚΟΣ ΟΙΚΟΣ ΔΙΑΨΕΥΔΕΙ ΤΑ ΠΕΡΙ ΤΑΞΙΔΙΟΥ ΕΙΣ ΜΟΣΧΑΝ	[1219, 116, 1539, 145]
subheadline: ΕΠΙΘΕΣΙΣ ΚΑΤΑ ΚΟΜΑΝΤΟΣ	[828, 589, 975, 602]
article-body: ΒΑΓΔΑΤΗ, 23. (Ρόυτερ).— Ο πρόεδρος τού Ίράκ έδήλωσεν ότι αί δυνάμεις του είναι έτοιμοι.	[1002, 658, 1182, 694]
article-body: ΒΗΡΥΤΟΣ, 23. (Άσσ. Πρές).— Ή Σοβιετική Ένωσις θά βοηθήση το Ίράκ.	[1194, 1273, 1375, 1310]
article-body: ΚΑΪΡΟΝ, 23. (Ρόυτερ).— Ό αιγυπτιακός λαός καλείται να υποστηρίξη την νέαν φάσιν του άγώνος κατά τού Ισραήλ.	[1002, 605, 1182, 654]
article-body: ΧΟΓΚ ΚΟΓΚ, 23. (Άσσ. Πρές).— Τόσον οι μεγαλοβιομήχανοι όσον και οι έπαγγελματίαι τού Χόγκ Κόγκ άντέδρασαν ζωηρώς εις την άπόφασιν τής Βρετανίας.	[8, 1289, 220, 1349]
article-body: ΚΑΪΡΟΝ, 23. (Άσσ. Πρές).— Ό πρόεδρος τής Αίγύπτου, συνεκαλέσθη προς την Άραβικήν Σοσιαλιστικήν Ένωσιν. Ό Νάσσερ διεκήρυξεν ότι ή Αίγυπτος δεν θά φεισθή ούδεμιάς θυσίας διά να άνακτήση τά έδάφη.	[811, 172, 992, 256]
article-body: ΑΘΗΝΑΙ, 21.— Δι' άποφάσεως τού ύπουργού μετατίθενται οι κάτωθι ύπειναλόγοι.	[455, 1281, 612, 1316]
article-body: ΧΟΓΚ ΚΟΓΚ, 23. (Άσσ. Πρές).— Τόσον οι μεγαλοβιομήχανοι όσον και οι έπαγγελματίαι τού Χόγκ Κόγκ άντέδρασαν ζωηρώς εις την άπόφασιν τής Βρετανίας.	[8, 1159, 220, 1219]
article-body: ΜΑΡΤΙΡΟΣ, Βραζιλία, 23. (Άσσ. Πρές).— Λευκός έφονεύθη διά τόξου ύπο Ίνδιάνων.	[455, 794, 612, 842]
article-body: ΑΘΗΝΑΙ, 21.— Δι' άποφάσεως τού ύπουργού μετατίθενται οι κάτωθι ύπειναλόγοι.	[455, 1240, 612, 1276]
subheadline: ΝΕΟΙ ΙΑΤΡΟΙ ΤΗΣ ΒΟΡ. ΕΛΛΑΔΟΣ	[1005, 1161, 1178, 1173]
article-body: ΗΝΩΜΕΝΑ ΕΘΝΗ, 23. (Ρόυτερ).— Το Συμβούλιον Ασφαλείας συνέρχεται.	[1002, 239, 1182, 275]
headline: ΔΥΟ ΑΜΕΡΙΚΑΝΟΙ ΣΥΛΛΗΦΘΕΝΤΕΣ ΥΠΟ ΤΩΝ ΚΙΝΕΖΩΝ ΑΦΕΘΗΣΑΝ ΕΛΕΥΘΕΡΟΙ ΜΕΤΑ ΔΕΚΑΜΗΝΟΝ ΑΝΑΚΡΙΣΙΝ	[1217, 623, 1541, 652]
subheadline: ΑΙ ΔΥΝΑΜΕΙΣ ΤΩΝ ΑΝΤΙΠΑΛΩΝ	[820, 1228, 983, 1241]
article-body: ΔΙΑΣΤΗΜΙΚΟΝ ΚΕΝΤΡΟΝ ΧΙΟΥΣΤΟΝ, 23. (Ρόυτερ).— Ό άστροναύτης άνέφερεν ότι θά προσεδαφισθούν είς άλλην περιοχήν τής Σελήνης.	[1194, 480, 1375, 540]
article-body: ΣΑΪΓΚΟΝ, 23. (Ρόυτερ).— Κατά τους τελευταίους μήνας αί δυνάμεις τών άντιπάλων ηύξήθησαν.	[811, 1244, 992, 1292]
article-body: ΝΕΟ ΔΕΛΧΙ, 23. (Άσσ. Πρές).— Ή έθνικοποίησις τών τραπεζών άπειλεί να προκαλέση κρίσιν.	[1383, 834, 1564, 870]
article-body: ΤΟΚΙΟ, 23. (Άσσ. Πρές).— Ή άπομάκρυνσις τών άερίων ίκανοποιεί την ιαπωνικήν κυβέρνησιν.	[1383, 1406, 1564, 1455]
article-body: ΣΑΪΓΚΟΝ, 23. (Ρόυτερ).— Κατά τους τελευταίους μήνας αί δυνάμεις τών άντιπάλων ηύξήθησαν.	[811, 1108, 992, 1156]
headline: Η ΣΟΒΙΕΤΙΚΗ ΕΝΩΣΙΣ ΘΑ ΒΟΗΘΗΣΗ ΤΟ ΙΡΑΚ ΔΙΑ ΤΗΝ ΕΙΡΗΝΙΚΗΝ ΧΡΗΣΙΝ ΤΟΥ ΑΤΟΜΟΥ	[1226, 1235, 1532, 1263]
headline: Ο πρόεδρος Νίξον ἀνεχώρησε	[1203, 30, 1554, 55]
script-deck: Σφοδρὸν ὑπερφορτίων ἐβομβάρδισαν	[716, 911, 1087, 935]
main-headline-line2: ΤΑ ΚΡΑΤΗ ΤΗΣ Ε.Ο.Κ.	[12, 78, 439, 126]
script-deck: διὰ νὰ λάβη τὴν «ρεβὰνς»	[728, 134, 1075, 160]
article-body: ΚΑΪΡΟΝ, 23. (Ρόυτερ).— Ό αιγυπτιακός λαός καλείται να υποστηρίξη την νέαν φάσιν του άγώνος κατά τού Ισραήλ.	[621, 708, 802, 756]
article-body: «Αί αίγυπτιακαί ένοπλοι δυνάμεις θά είναι είς θέσιν να άντιμετωπίσουν τον έχθρόν.»	[621, 454, 802, 490]
article-body: Καθώς πληροφορούμεθα εις κύκλους της Έπιτροπής, έκ μέρους τών κρατών μελών δεν έχει ληφθή ακόμη άπόφασις διά την έναρξιν συνομιλιών μετά τής Έπιτροπής έπί τής κοινής πολιτικής.	[230, 178, 443, 238]
column-2	[455, 29, 612, 2318]
article-body: ΑΓΙΟΣ ΦΡΑΓΚΙΣΚΟΣ, 23. (Ρόυτερ).— Ό πρόεδρος Νίξον άνεχώρησε διά την περιοδείαν του. Ό Λευκός Οίκος διαψεύδει τάς πληροφορίας περί ταξιδίου του είς Μόσχαν.	[1194, 221, 1375, 280]
article-body: ΔΙΑΣΤΗΜΙΚΟΝ ΚΕΝΤΡΟΝ ΧΙΟΥΣΤΟΝ, 23. (Ρόυτερ).— Ό άστροναύτης άνέφερεν ότι θά προσεδαφισθούν είς άλλην περιοχήν τής Σελήνης.	[1383, 416, 1564, 475]
article-body: ΟΥΑΣΙΓΚΤΩΝ, 23. (Άθην. Πρακτ.).— Ό στρατηγός Γουήλερ άνέφερεν ότι ή στρατιωτική κατάστασις είς Βιετνάμ εξελίσσεται εύνοϊκώς.	[621, 971, 802, 1019]
article-body: ΗΝΩΜΕΝΑ ΕΘΝΗ, 23. (Ρόυτερ).— Το Συμβούλιον Ασφαλείας συνέρχεται.	[1002, 279, 1182, 316]
article-body: ΠΑΡΙΣΙΟΙ, 23. (Άσσ. Πρές).— Οι ύπάλληλοι τού άεροδρομίου τού Όρλύ προέβησαν σήμερον εις άπεργίαν 24 ωρών.	[8, 761, 220, 809]
subheadline: Η ΑΜΕΡΙΚΑΝΙΚΗ ΑΠΟΨΙΣ	[646, 1076, 777, 1089]
article-body: ΤΣΙΜΟΥΑΝΟΥΤΑ, Μαλάουι, 23. (Ρόυτερ).— Νέα δολοφονία προκαλεί πανικόν εις τους κατοίκους.	[230, 1594, 443, 1630]
main-deck: ΔΕΝ ΘΕΛΟΥΝ ΝΑ ΧΑΣΟΥΝ ΤΗΝ ΔΥΝΑΤΟΤΗΤΑ ΣΥΝΑΨΕΩΣ ΔΙ-ΜΕΡΩΝ ΕΜΠΟΡΙΚΩΝ ΣΧΕΣΕΩΝ	[29, 132, 421, 173]
article-body: ΣΤΟΚΧΟΛΜΗ, 23. (Ρόυτερ).— Η κυβέρνησις τής Σουηδίας έλαβε χθες την άπόφασιν.	[230, 991, 443, 1026]
subheadline: ΕΚΠΑΙΔΕΥΣΙΣ ΠΙΛΟΤΩΝ ΤΗΣ «ΟΛΥΜΠΙΑΚΗΣ» ΕΙΣ ΤΗΝ ΑΓΓΛΙΑΝ	[459, 1028, 608, 1066]
banner-headline: ΔΙΑ ΝΑ ΑΝΑΚΤΗΣΗ ΤΑ ΚΑΤΑΛΗΦΘΕΝΤΑ ΕΔΑΦΗ	[651, 80, 1152, 105]
article-body: Άναφερόμενος είς την άνάγκην συνεργασίας μετά τών άραβικών κρατών, ό κ. Νάσσερ ετόνισε ότι πάσα βοήθεια είναι άναγκαία.	[811, 369, 992, 417]
subheadline: ΜΙΚΡΑ ΠΤΩΣΙΣ ΤΗΣ ΘΕΡΜΟΚΡΑΣΙΑΣ	[483, 1331, 583, 1357]
article-body: ΟΥΑΣΙΓΚΤΩΝ, 23. (Άσσ. Πρές).— Ό Άμερικανός σπουδαστής άπηλάθη έκ τής Σοβιετικής Ένώσεως.	[230, 1413, 443, 1449]
subheadline: Η ΣΥΝΕΡΓΑΣΙΑ	[862, 301, 941, 314]
article-body: ΑΓΙΟΣ ΦΡΑΓΚΙΣΚΟΣ, 23. (Ρόυτερ).— Ό πρόεδρος Νίξον άνεχώρησε διά την περιοδείαν του. Ό Λευκός Οίκος διαψεύδει τάς πληροφορίας περί ταξιδίου του είς Μόσχαν.	[1383, 221, 1564, 280]
article-body: ΣΑΪΓΚΟΝ, 23. (Ρόυτερ).— Κατά τους τελευταίους μήνας αί δυνάμεις τών άντιπάλων ηύξήθησαν.	[1002, 1027, 1182, 1075]
